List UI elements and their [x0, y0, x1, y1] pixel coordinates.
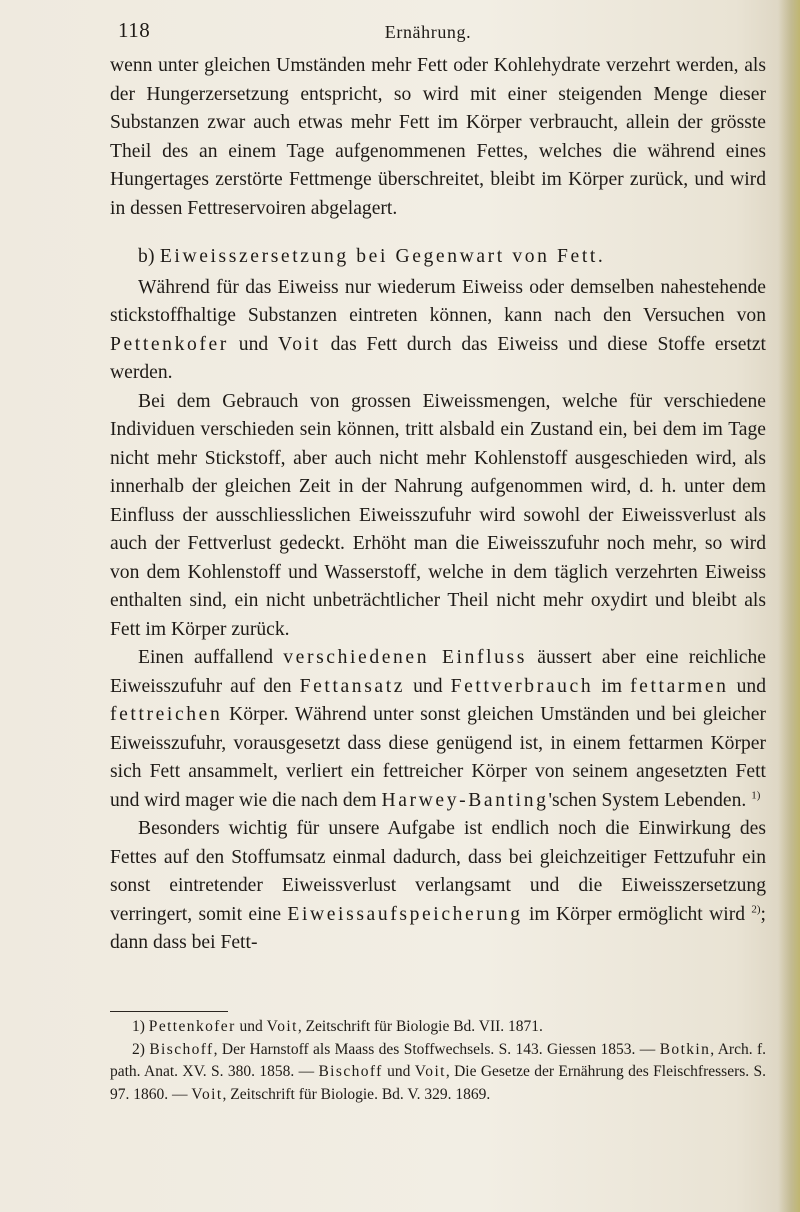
- running-head: Ernährung.: [384, 22, 472, 42]
- section-heading: [110, 243, 766, 272]
- text-run: Einen auffallend: [138, 647, 284, 668]
- text-run: und: [728, 675, 766, 697]
- text-run: Während für das Eiweiss nur wiederum Eiweiss oder demselben nahestehende stickstoffhaltige Substanzen eintreten können, kann nach den Versuchen von: [110, 276, 766, 326]
- footnote-number: 2): [132, 1040, 150, 1058]
- text-run: und: [382, 1063, 415, 1080]
- emphasis-spaced: Fettansatz: [299, 675, 406, 697]
- author-name: Pettenkofer: [110, 333, 229, 355]
- footnote-ref-2[interactable]: 2): [751, 902, 761, 915]
- paragraph-1: wenn unter gleichen Umständen mehr Fett oder Kohlehydrate verzehrt werden, als der Hungerzersetzung entspricht, so wird mit einer steigenden Menge dieser Substanzen zwar auch etwas mehr Fett im Körper verbraucht, allein der grösste Theil des an einem Tage aufgenommenen Fettes, welches die während eines Hungertages zerstörte Fettmenge überschreitet, bleibt im Körper zurück, und wird in dessen Fettreservoiren abgelagert.: [110, 55, 766, 219]
- author-name: Bischoff: [318, 1063, 383, 1080]
- text-run: und: [405, 675, 451, 697]
- author-name: Botkin: [659, 1040, 711, 1058]
- author-name: Voit: [191, 1085, 223, 1103]
- author-name: Voit: [266, 1018, 298, 1035]
- text-run: , Zeitschrift für Biologie Bd. VII. 1871.: [297, 1018, 543, 1035]
- paragraph-3: Bei dem Gebrauch von grossen Eiweissmengen, welche für verschiedene Individuen verschieden sein können, tritt alsbald ein Zustand ein, bei dem im Tage nicht mehr Stickstoff, aber auch nicht mehr Kohlenstoff ausgeschieden wird, als innerhalb der gleichen Zeit in der Nahrung aufgenommen wird, d. h. unter dem Einfluss der ausschliesslichen Eiweisszufuhr wird sowohl der Eiweissverlust als auch der Fettverlust gedeckt. Erhöht man die Eiweisszufuhr noch mehr, so wird von dem Kohlenstoff und Wasserstoff, welche in dem täglich verzehrten Eiweiss enthalten sind, ein nicht unbeträchtlicher Theil nicht mehr oxydirt und bleibt als Fett im Körper zurück.: [110, 390, 766, 640]
- author-name: Pettenkofer: [148, 1018, 236, 1035]
- text-run: im: [593, 675, 631, 697]
- section-title: Eiweisszersetzung bei Gegenwart von Fett.: [159, 246, 606, 267]
- emphasis-spaced: Fettverbrauch: [450, 675, 594, 697]
- text-run: 'schen System Lebenden.: [548, 789, 747, 811]
- paragraph-5: [110, 815, 766, 958]
- page-header: [118, 14, 738, 48]
- footnote-1: [110, 1016, 766, 1039]
- page-number: 118: [118, 18, 151, 42]
- author-name: Voit: [278, 333, 321, 355]
- emphasis-spaced: verschiedenen Einfluss: [283, 647, 527, 668]
- emphasis-spaced: fettreichen: [110, 704, 223, 725]
- text-run: Körper. Während unter sonst gleichen Umständen und bei gleicher Eiweisszufuhr, vorausgesetzt dass diese genügend ist, in einem fettarmen Körper sich Fett ansammelt, verliert ein fettreicher Körper von seinem angesetzten Fett und wird mager wie die nach dem: [110, 704, 766, 811]
- text-run: , Arch. f. path. Anat. XV. S. 380. 1858. —: [110, 1040, 767, 1080]
- text-run: das Fett durch das Eiweiss und diese Stoffe ersetzt werden.: [110, 333, 766, 383]
- footnote-2: [110, 1039, 766, 1107]
- text-run: im Körper ermöglicht wird: [522, 903, 746, 925]
- author-name: Harwey-Banting: [381, 789, 549, 811]
- paragraph-2: [110, 274, 766, 388]
- author-name: Bischoff: [149, 1040, 214, 1058]
- section-label: b): [138, 246, 160, 267]
- text-run: ; dann dass bei Fett-: [110, 903, 766, 953]
- text-run: und: [228, 333, 279, 355]
- page-edge-shadow: [778, 0, 800, 1212]
- emphasis-spaced: Eiweissaufspeicherung: [287, 903, 523, 925]
- footnote-divider: [110, 1011, 228, 1012]
- footnotes: [110, 1016, 766, 1106]
- footnote-ref-1[interactable]: 1): [751, 788, 761, 801]
- text-run: äussert aber eine reichliche Eiweisszufuhr auf den: [110, 647, 766, 697]
- emphasis-spaced: fettarmen: [630, 675, 729, 697]
- paragraph-4: [110, 644, 766, 815]
- text-run: , Die Gesetze der Ernährung des Fleischfressers. S. 97. 1860. —: [110, 1063, 766, 1103]
- footnote-number: 1): [132, 1018, 149, 1035]
- body-text: [110, 52, 766, 958]
- text-run: , Zeitschrift für Biologie. Bd. V. 329. 1869.: [222, 1085, 491, 1103]
- author-name: Voit: [414, 1063, 446, 1080]
- text-run: Besonders wichtig für unsere Aufgabe ist endlich noch die Einwirkung des Fettes auf den Stoffumsatz einmal dadurch, dass bei gleichzeitiger Fettzufuhr ein sonst eintretender Eiweissverlust verlangsamt und die Eiweisszersetzung verringert, somit eine: [110, 818, 766, 925]
- text-run: , Der Harnstoff als Maass des Stoffwechsels. S. 143. Giessen 1853. —: [213, 1040, 660, 1058]
- text-run: und: [235, 1018, 267, 1035]
